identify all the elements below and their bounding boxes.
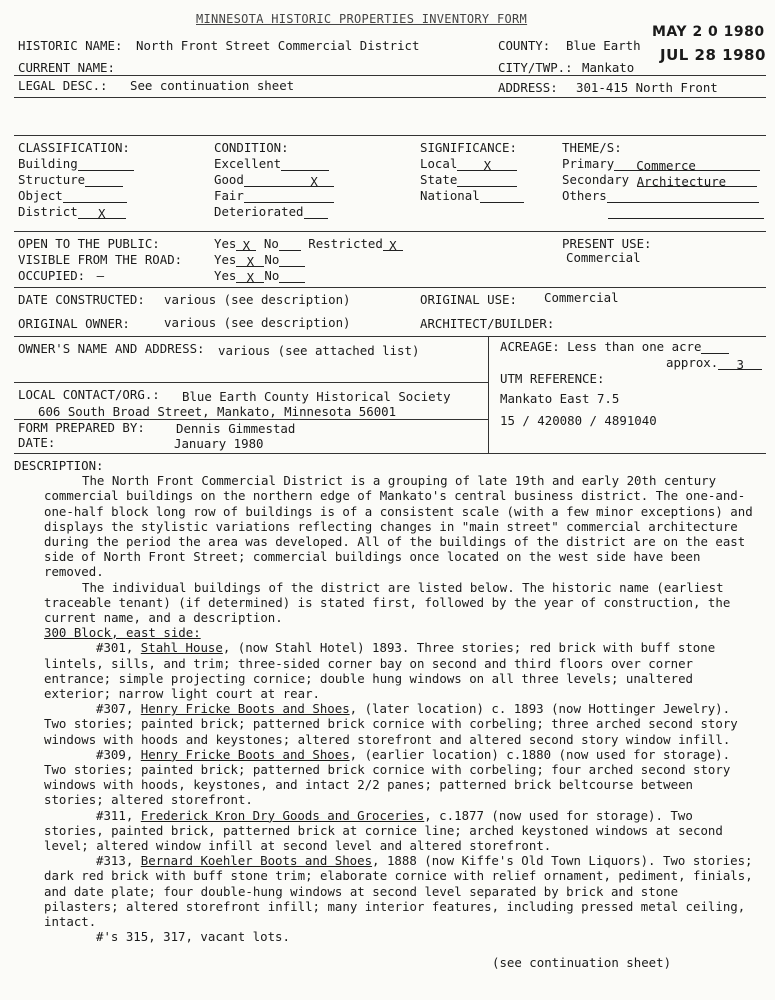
acreage-approx: approx. 3 (666, 355, 762, 370)
classification-label: CLASSIFICATION: (18, 140, 130, 155)
address-label: ADDRESS: (498, 80, 558, 95)
district-check-mark: X (97, 206, 106, 221)
utm-label: UTM REFERENCE: (500, 371, 605, 386)
address-value: 301-415 North Front (576, 80, 718, 95)
building-entry: #309, Henry Fricke Boots and Shoes, (earlier location) c.1880 (now used for storage). Two stories; painted brick; patterned brick cornice with corbeling; four arched second story windows with hoods, keystones, and intact 2/2 panes; patterned brick beltcourse between stories; altered storefront. (44, 746, 731, 808)
rule (14, 287, 766, 288)
architect-label: ARCHITECT/BUILDER: (420, 316, 555, 331)
description-label: DESCRIPTION: (14, 458, 104, 473)
county-value: Blue Earth (566, 38, 641, 53)
restricted-mark: X (389, 238, 397, 253)
significance-national: National (420, 188, 524, 203)
open-to-public-label: OPEN TO THE PUBLIC: (18, 236, 160, 251)
rule (14, 453, 766, 454)
historic-name-label: HISTORIC NAME: (18, 38, 123, 53)
themes-label: THEME/S: (562, 140, 622, 155)
open-yes-mark: X (242, 238, 251, 253)
primary-theme-value: Commerce (636, 158, 696, 173)
local-contact-label: LOCAL CONTACT/ORG.: (18, 387, 160, 402)
condition-good: Good X (214, 172, 334, 187)
visible-from-road-label: VISIBLE FROM THE ROAD: (18, 252, 183, 267)
significance-local: Local X (420, 156, 517, 171)
local-contact-org: Blue Earth County Historical Society (182, 389, 451, 404)
secondary-theme-value: Architecture (636, 174, 727, 189)
rule (14, 75, 766, 76)
building-entry: #313, Bernard Koehler Boots and Shoes, 1888 (now Kiffe's Old Town Liquors). Two stories; dark red brick with buff stone trim; elaborate cornice with relief ornament, pediment, finials, and date plate; four double-hung windows at second level separated by brick and stone pilasters; altered storefront infill; many interior features, including pressed metal ceiling, intact. (44, 853, 753, 930)
visible-options: Yes X No (214, 252, 305, 267)
utm-coords: 15 / 420080 / 4891040 (500, 413, 657, 428)
classification-district: District X (18, 204, 126, 219)
owner-address-value: various (see attached list) (218, 343, 420, 358)
received-date-stamp: MAY 2 0 1980 (652, 24, 765, 40)
prepared-by-value: Dennis Gimmestad (176, 421, 296, 436)
date-constructed-label: DATE CONSTRUCTED: (18, 292, 145, 307)
second-date-stamp: JUL 28 1980 (660, 46, 766, 64)
building-name: Henry Fricke Boots and Shoes (140, 701, 350, 717)
prepared-by-label: FORM PREPARED BY: (18, 420, 145, 435)
visible-yes-mark: X (246, 254, 255, 269)
condition-label: CONDITION: (214, 140, 289, 155)
occupied-label: OCCUPIED: — (18, 268, 105, 283)
legal-desc-label: LEGAL DESC.: (18, 78, 108, 93)
building-entry: #301, Stahl House, (now Stahl Hotel) 1893. Three stories; red brick with buff stone lintels, sills, and trim; three-sided corner bay on second and third floors over corner entrance; simple projecting cornice; double hung windows on all three levels; unaltered exterior; narrow light court at rear. (44, 640, 716, 702)
vacant-lots: #'s 315, 317, vacant lots. (96, 929, 290, 945)
present-use-value: Commercial (566, 250, 641, 265)
block-heading: 300 Block, east side: (44, 625, 201, 641)
rule (14, 382, 488, 383)
condition-excellent: Excellent (214, 156, 329, 171)
original-owner-value: various (see description) (164, 315, 351, 330)
theme-others: Others (562, 188, 759, 203)
owner-address-label: OWNER'S NAME AND ADDRESS: (18, 341, 205, 356)
occupied-options: Yes X No (214, 268, 305, 283)
acreage-approx-value: 3 (736, 357, 744, 372)
legal-desc-value: See continuation sheet (130, 78, 295, 93)
description-paragraph: The North Front Commercial District is a grouping of late 19th and early 20th century commercial buildings on the northern edge of Mankato's central business district. The one-and-one-half block long row of buildings is of a consistent scale (with a few minor exceptions) and displays the stylistic variations reflecting changes in "main street" commercial architecture during the period the area was developed. All of the buildings of the district are on the east side of North Front Street; commercial buildings once located on the west side have been removed. (44, 473, 753, 580)
classification-building: Building (18, 156, 134, 171)
classification-structure: Structure (18, 172, 123, 187)
good-check-mark: X (310, 174, 318, 189)
present-use-label: PRESENT USE: (562, 236, 652, 251)
classification-object: Object (18, 188, 127, 203)
rule (14, 135, 766, 136)
rule (14, 231, 766, 232)
theme-primary: Primary Commerce (562, 156, 760, 171)
utm-quad: Mankato East 7.5 (500, 391, 620, 406)
significance-label: SIGNIFICANCE: (420, 140, 517, 155)
county-label: COUNTY: (498, 38, 551, 53)
significance-state: State (420, 172, 517, 187)
continuation-note: (see continuation sheet) (492, 955, 672, 970)
local-contact-address: 606 South Broad Street, Mankato, Minnesota 56001 (38, 404, 397, 419)
building-name: Henry Fricke Boots and Shoes (140, 746, 350, 762)
building-entry: #311, Frederick Kron Dry Goods and Groceries, c.1877 (now used for storage). Two stories, painted brick, patterned brick at cornice line; arched keystoned windows at second level; altered window infill at second level and altered storefront. (44, 807, 723, 854)
rule (14, 336, 766, 337)
theme-others-line (608, 204, 764, 219)
building-name: Frederick Kron Dry Goods and Groceries (140, 807, 425, 823)
original-use-label: ORIGINAL USE: (420, 292, 517, 307)
condition-fair: Fair (214, 188, 334, 203)
occupied-yes-mark: X (246, 270, 255, 285)
building-name: Stahl House (140, 640, 223, 656)
original-use-value: Commercial (544, 290, 619, 305)
local-check-mark: X (483, 158, 492, 173)
date-constructed-value: various (see description) (164, 292, 351, 307)
building-entry: #307, Henry Fricke Boots and Shoes, (later location) c. 1893 (now Hottinger Jewelry). Two stories; painted brick; patterned brick cornice with corbeling; three arched second story windows with hoods and keystones; altered storefront and altered second story window infill. (44, 701, 738, 747)
rule (14, 97, 766, 98)
current-name-label: CURRENT NAME: (18, 60, 115, 75)
description-paragraph: The individual buildings of the district are listed below. The historic name (earliest traceable tenant) (if determined) is stated first, followed by the year of construction, the current name, and a description. (44, 579, 731, 626)
open-to-public-options: Yes X No Restricted X (214, 236, 403, 251)
rule (488, 336, 489, 453)
acreage: ACREAGE: Less than one acre (500, 339, 729, 354)
original-owner-label: ORIGINAL OWNER: (18, 316, 130, 331)
city-value: Mankato (582, 60, 635, 75)
city-label: CITY/TWP.: (498, 60, 573, 75)
date-value: January 1980 (174, 436, 264, 451)
date-label: DATE: (18, 435, 56, 450)
building-name: Bernard Koehler Boots and Shoes (140, 853, 373, 869)
condition-deteriorated: Deteriorated (214, 204, 328, 219)
theme-secondary: Secondary Architecture (562, 172, 757, 187)
historic-name-value: North Front Street Commercial District (136, 38, 420, 53)
form-title: MINNESOTA HISTORIC PROPERTIES INVENTORY FORM (196, 12, 528, 26)
description-section (14, 458, 759, 945)
